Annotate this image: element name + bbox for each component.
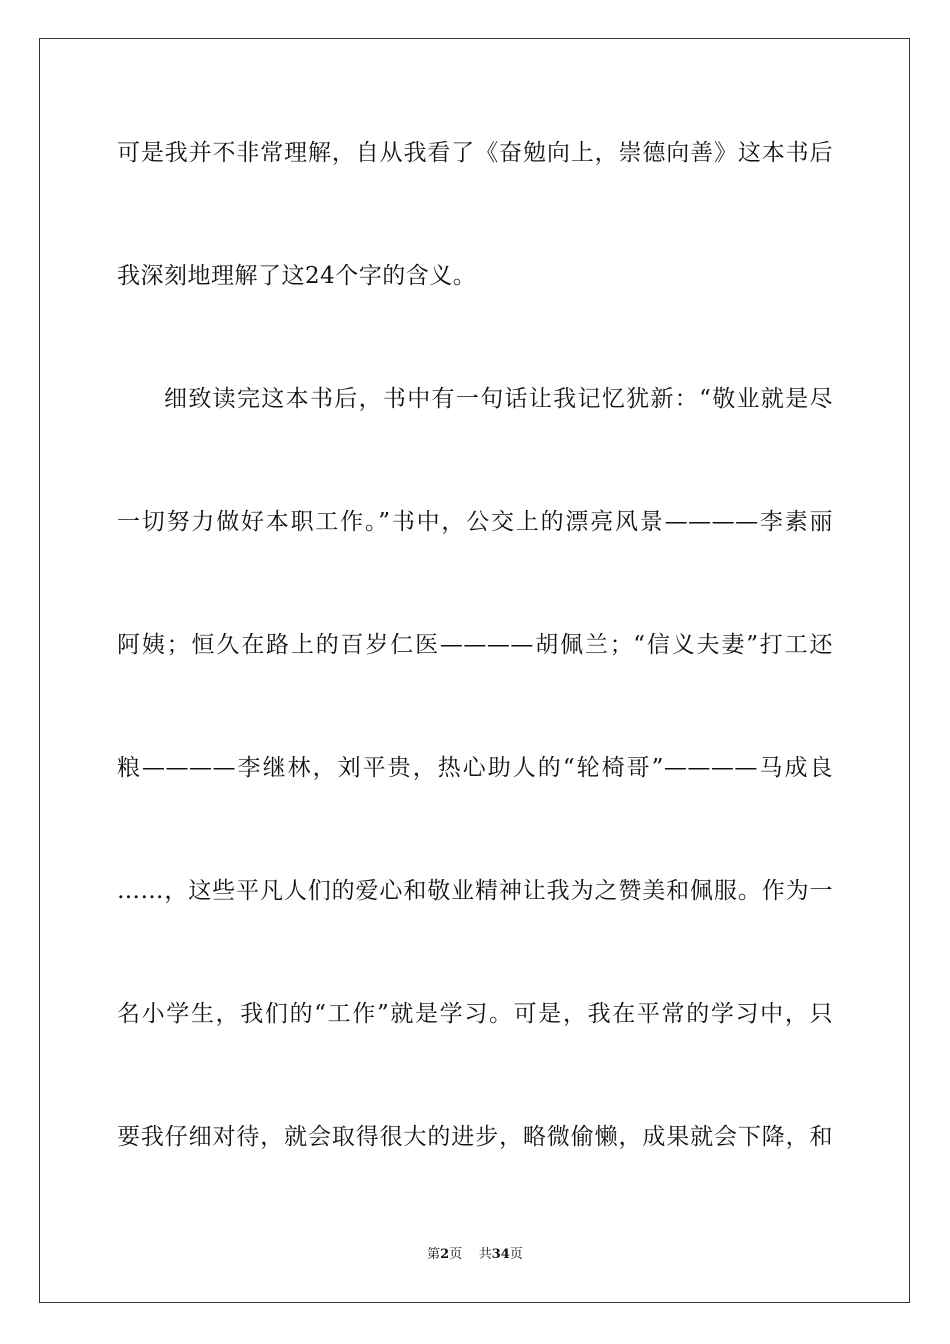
body-line-1: 可是我并不非常理解，自从我看了《奋勉向上，崇德向善》这本书后 bbox=[117, 140, 833, 166]
footer-page-suffix: 页 bbox=[449, 1247, 463, 1262]
page-border bbox=[39, 38, 910, 1303]
footer-total-pages: 34 bbox=[491, 1247, 510, 1262]
page-footer bbox=[0, 1246, 950, 1264]
body-line-7: ……，这些平凡人们的爱心和敬业精神让我为之赞美和佩服。作为一 bbox=[117, 878, 833, 904]
body-line-4: 一切努力做好本职工作。”书中，公交上的漂亮风景————李素丽 bbox=[117, 509, 833, 535]
body-line-5: 阿姨；恒久在路上的百岁仁医————胡佩兰；“信义夫妻”打工还 bbox=[117, 632, 833, 658]
footer-page-number: 2 bbox=[440, 1247, 450, 1262]
body-line-3: 细致读完这本书后，书中有一句话让我记忆犹新：“敬业就是尽 bbox=[164, 386, 833, 412]
footer-total-prefix: 共 bbox=[478, 1247, 492, 1262]
body-line-8: 名小学生，我们的“工作”就是学习。可是，我在平常的学习中，只 bbox=[117, 1001, 833, 1027]
body-line-2: 我深刻地理解了这24个字的含义。 bbox=[117, 263, 477, 289]
body-line-6: 粮————李继林，刘平贵，热心助人的“轮椅哥”————马成良 bbox=[117, 755, 833, 781]
body-line-9: 要我仔细对待，就会取得很大的进步，略微偷懒，成果就会下降，和 bbox=[117, 1124, 833, 1150]
footer-total-suffix: 页 bbox=[509, 1247, 523, 1262]
footer-page-prefix: 第 bbox=[427, 1247, 441, 1262]
